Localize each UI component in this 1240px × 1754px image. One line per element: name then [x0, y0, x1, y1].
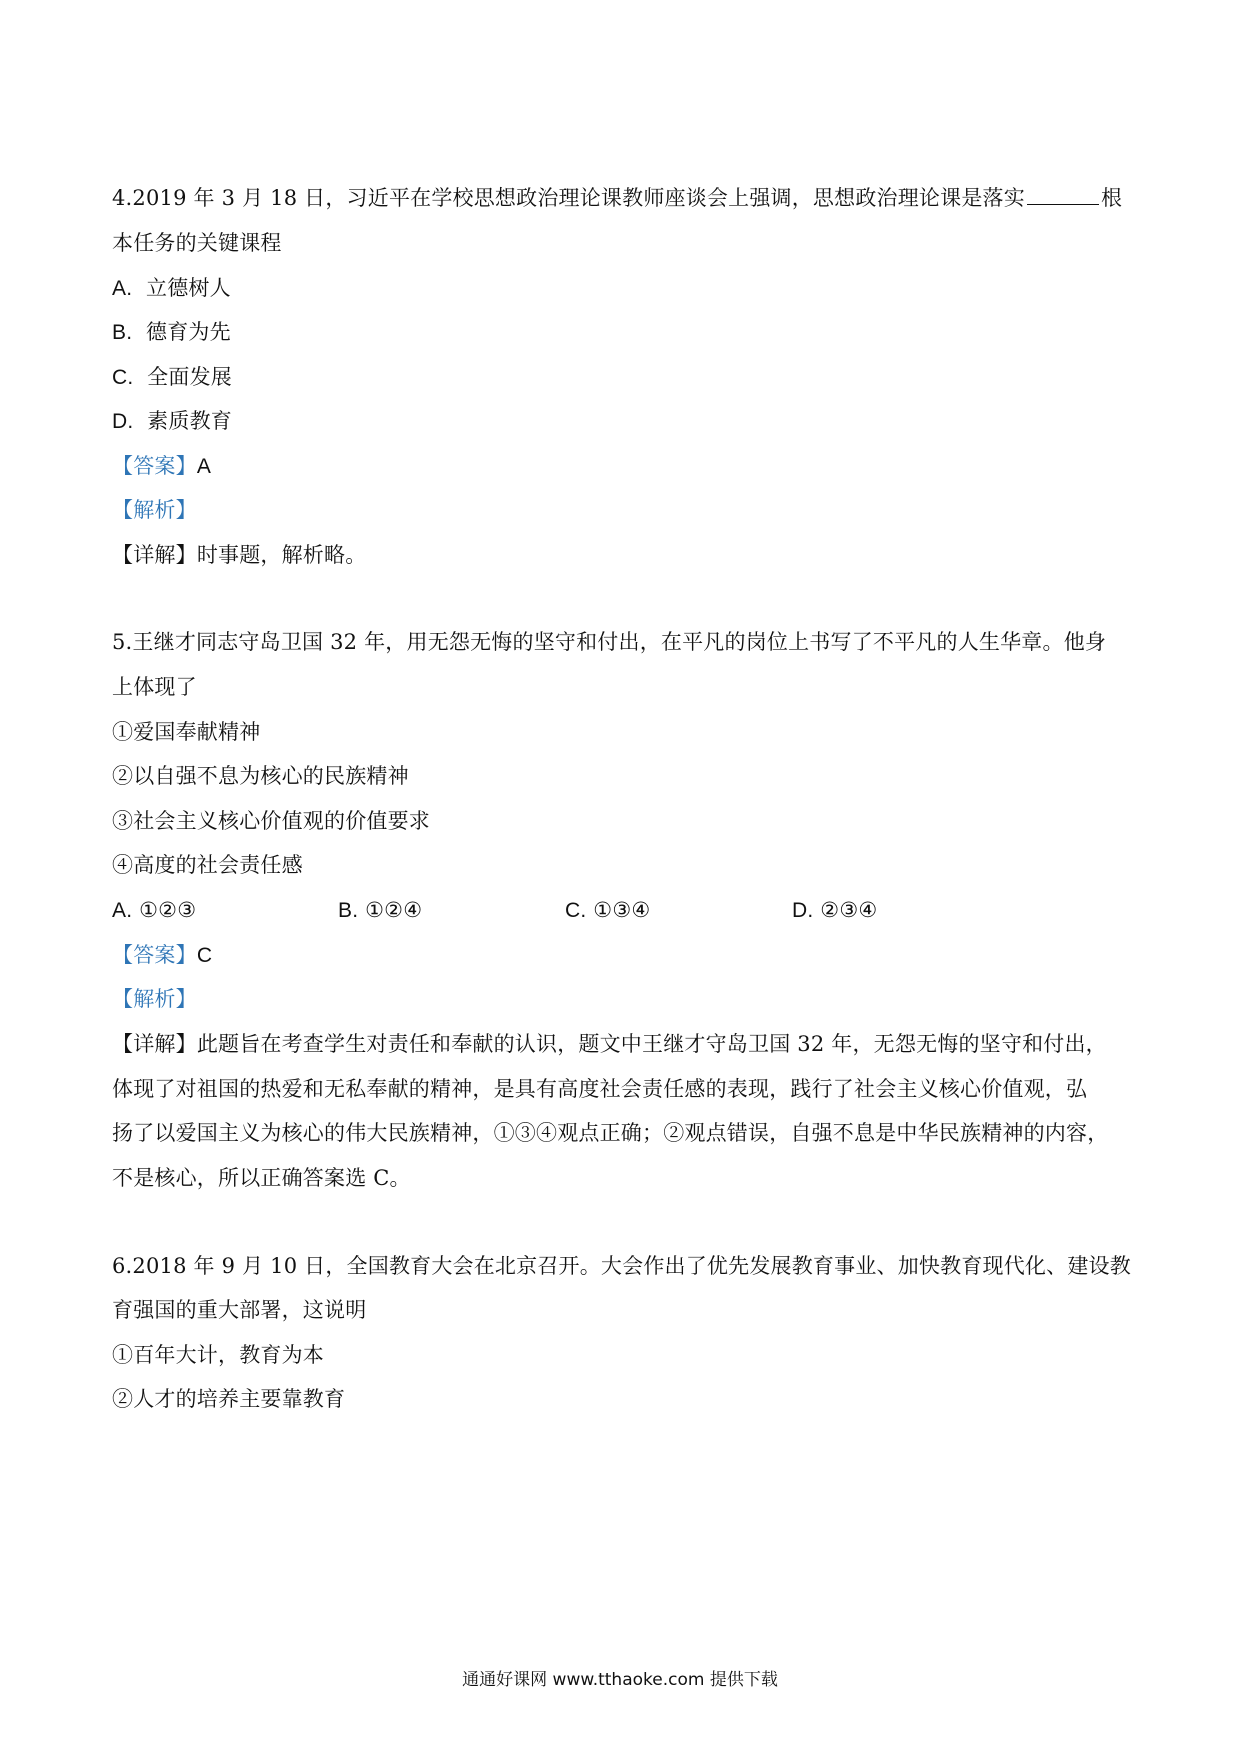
q4-answer-value: A — [196, 455, 212, 478]
q5-item-3: ③社会主义核心价值观的价值要求 — [112, 809, 430, 833]
q4-answer — [112, 451, 211, 482]
q4-option-b-letter: B. — [112, 321, 133, 344]
q4-option-b — [112, 317, 231, 348]
q4-option-b-text: 德育为先 — [146, 320, 231, 344]
q4-option-c-letter: C. — [112, 366, 134, 389]
q5-option-a — [112, 895, 196, 926]
q6-item-2: ②人才的培养主要靠教育 — [112, 1387, 346, 1411]
page-footer: 通通好课网 www.tthaoke.com 提供下载 — [462, 1670, 778, 1690]
q5-detail-label: 【详解】 — [112, 1032, 197, 1056]
q4-stem-line1 — [112, 183, 1122, 213]
q4-detail — [112, 540, 366, 570]
q4-option-a-text: 立德树人 — [146, 276, 231, 300]
q4-stem-line2: 本任务的关键课程 — [112, 231, 282, 255]
q5-answer-label: 【答案】 — [112, 943, 197, 967]
q5-stem-line1: 5.王继才同志守岛卫国 32 年，用无怨无悔的坚守和付出，在平凡的岗位上书写了不平凡的人生华章。他身 — [112, 630, 1107, 654]
q5-option-c-text: ①③④ — [593, 898, 651, 922]
q5-stem-line2: 上体现了 — [112, 675, 197, 699]
q5-analysis-label: 【解析】 — [112, 987, 197, 1011]
q4-option-d-letter: D. — [112, 410, 134, 433]
q4-option-d-text: 素质教育 — [147, 409, 232, 433]
q5-detail-line2: 体现了对祖国的热爱和无私奉献的精神，是具有高度社会责任感的表现，践行了社会主义核心价值观，弘 — [112, 1077, 1088, 1101]
q4-option-a-letter: A. — [112, 277, 133, 300]
q5-option-c-letter: C. — [565, 899, 587, 922]
q4-option-c-text: 全面发展 — [147, 365, 232, 389]
q6-stem-line1: 6.2018 年 9 月 10 日，全国教育大会在北京召开。大会作出了优先发展教育事业、加快教育现代化、建设教 — [112, 1254, 1131, 1278]
q5-option-b — [338, 895, 422, 926]
q5-answer-value: C — [196, 944, 213, 967]
q4-answer-label: 【答案】 — [112, 454, 197, 478]
q4-option-d — [112, 406, 232, 437]
q4-detail-label: 【详解】 — [112, 543, 197, 567]
q5-option-a-text: ①②③ — [139, 898, 197, 922]
q5-item-1: ①爱国奉献精神 — [112, 720, 261, 744]
q5-option-b-text: ①②④ — [365, 898, 423, 922]
q4-analysis-label: 【解析】 — [112, 498, 197, 522]
q4-option-c — [112, 362, 232, 393]
q5-option-c — [565, 895, 650, 926]
q5-detail-line1 — [112, 1029, 1107, 1059]
q5-option-d-text: ②③④ — [820, 898, 878, 922]
q5-detail-line4: 不是核心，所以正确答案选 C。 — [112, 1166, 411, 1190]
q5-item-2: ②以自强不息为核心的民族精神 — [112, 764, 409, 788]
q4-answer-blank — [1027, 184, 1099, 205]
q5-option-d — [792, 895, 877, 926]
q5-option-d-letter: D. — [792, 899, 814, 922]
q5-options-row — [112, 895, 1112, 925]
q5-answer — [112, 940, 212, 971]
q5-item-4: ④高度的社会责任感 — [112, 853, 303, 877]
q4-detail-text: 时事题，解析略。 — [196, 543, 367, 567]
q6-item-1: ①百年大计，教育为本 — [112, 1343, 324, 1367]
q5-option-b-letter: B. — [338, 899, 359, 922]
q4-stem-part1: 4.2019 年 3 月 18 日，习近平在学校思想政治理论课教师座谈会上强调，思想政治理论课是落实 — [112, 186, 1025, 210]
q5-option-a-letter: A. — [112, 899, 133, 922]
q4-stem-part2: 根 — [1100, 186, 1123, 210]
q5-detail-text-1: 此题旨在考查学生对责任和奉献的认识，题文中王继才守岛卫国 32 年，无怨无悔的坚守和付出， — [196, 1032, 1107, 1056]
q6-stem-line2: 育强国的重大部署，这说明 — [112, 1298, 367, 1322]
q4-option-a — [112, 273, 231, 304]
q5-detail-line3: 扬了以爱国主义为核心的伟大民族精神，①③④观点正确；②观点错误，自强不息是中华民族精神的内容， — [112, 1121, 1109, 1145]
